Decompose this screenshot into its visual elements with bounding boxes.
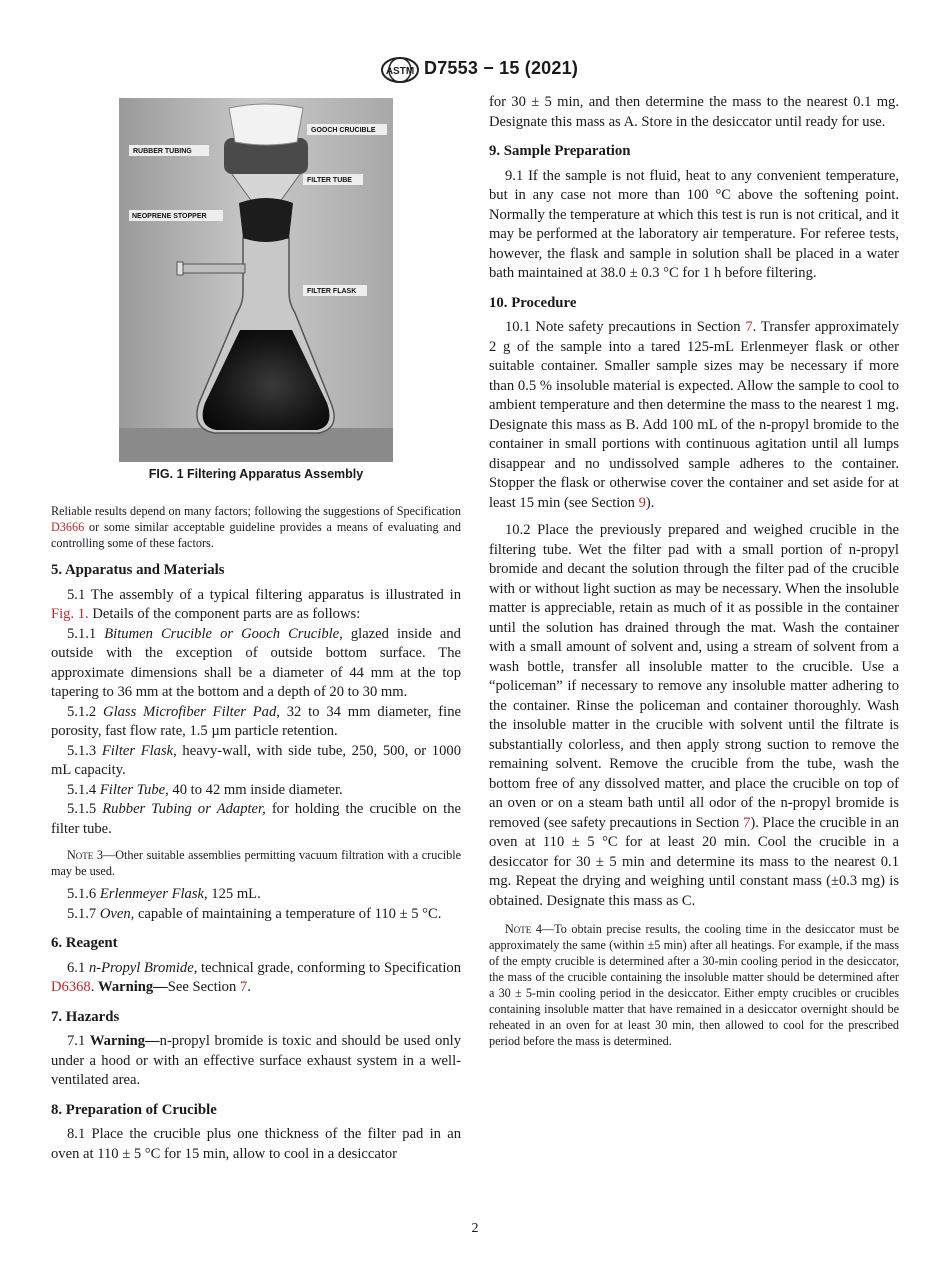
section-8-heading: 8. Preparation of Crucible (51, 1101, 217, 1118)
label-neoprene-stopper: NEOPRENE STOPPER (132, 213, 207, 220)
d3666-link[interactable]: D3666 (51, 520, 85, 534)
section-6-heading: 6. Reagent (51, 935, 118, 951)
page-header (0, 56, 950, 84)
page-number: 2 (471, 1221, 479, 1236)
left-column (51, 503, 461, 1164)
figure-caption: FIG. 1 Filtering Apparatus Assembly (148, 467, 364, 481)
para-5-1-2: 5.1.2 Glass Microfiber Filter Pad, 32 to 34 mm diameter, fine porosity, fast flow rate, 1.5 µm particle retention. (51, 703, 461, 739)
para-5-1-1: 5.1.1 Bitumen Crucible or Gooch Crucible, glazed inside and outside with the exception of outside bottom surface. The approximate dimensions shall be a diameter of 44 mm at the top tapering to 36 mm at the bottom and a depth of 20 to 30 mm. (51, 625, 461, 700)
para-6-1: 6.1 n-Propyl Bromide, technical grade, conforming to Specification D6368. Warning—See Section 7. (51, 959, 462, 995)
para-8-1: 8.1 Place the crucible plus one thickness of the filter pad in an oven at 110 ± 5 °C for 15 min, allow to cool in a desiccator (51, 1126, 461, 1162)
para-5-1: 5.1 The assembly of a typical filtering apparatus is illustrated in Fig. 1. Details of the component parts are as follows: (51, 586, 461, 622)
fig1-link[interactable]: Fig. 1. (51, 606, 89, 622)
section-10-heading: 10. Procedure (489, 294, 577, 311)
svg-text:ASTM: ASTM (385, 66, 415, 77)
label-filter-flask: FILTER FLASK (307, 288, 357, 295)
para-8-1-continued: for 30 ± 5 min, and then determine the mass to the nearest 0.1 mg. Designate this mass as A. Store in the desiccator until ready for use. (489, 94, 899, 130)
apparatus-photo (119, 98, 393, 462)
section-9-link[interactable]: 9 (638, 494, 646, 511)
section-7-link[interactable]: 7 (239, 979, 248, 995)
standard-designation: D7553 − 15 (2021) (424, 58, 579, 78)
section-5-heading: 5. Apparatus and Materials (51, 562, 225, 578)
section-9-heading: 9. Sample Preparation (489, 143, 631, 159)
para-5-1-6: 5.1.6 Erlenmeyer Flask, 125 mL. (67, 886, 261, 902)
section-7-link[interactable]: 7 (743, 814, 751, 831)
label-rubber-tubing: RUBBER TUBING (133, 148, 192, 155)
para-10-1: 10.1 Note safety precautions in Section 7. Transfer approximately 2 g of the sample into a tared 125-mL Erlenmeyer flask or other suitable container. Smaller sample sizes may be necessary if more than 0.5 % insoluble material is expected. Allow the sample to cool to ambient temperature and then determine the mass to the nearest 1 mg. Designate this mass as B. Add 100 mL of the n-propyl bromide to the container in small portions with continuous agitation until all lumps disappear and no undissolved sample adheres to the container. Stopper the flask or otherwise cover the container and set aside for at least 15 min (see Section 9). (489, 319, 899, 511)
para-7-1: 7.1 Warning—n-propyl bromide is toxic and should be used only under a hood or with an effective surface exhaust system in a well-ventilated area. (51, 1033, 462, 1088)
right-column (489, 93, 899, 1049)
note-4: Note 4—To obtain precise results, the cooling time in the desiccator must be approximately the same (within ±5 min) after all heatings. For example, if the mass of the empty crucible is determined after a 30-min cooling period in the desiccator, the mass of the crucible containing the insoluble matter should be determined after a 30 ± 5-min cooling period in the desiccator. Either empty crucibles or crucibles containing insoluble matter that have remained in a desiccator overnight should be reheated in an oven for at least 30 min, then allowed to cool for the prescribed period before the mass is determined. (489, 922, 899, 1048)
intro-paragraph: Reliable results depend on many factors; following the suggestions of Specification D3666 or some similar acceptable guideline provides a means of evaluating and controlling some of these factors. (51, 504, 461, 550)
para-5-1-7: 5.1.7 Oven, capable of maintaining a temperature of 110 ± 5 °C. (67, 905, 442, 922)
note-3: Note 3—Other suitable assemblies permitting vacuum filtration with a crucible may be used. (51, 848, 461, 878)
section-7-heading: 7. Hazards (51, 1008, 120, 1025)
label-gooch-crucible: GOOCH CRUCIBLE (311, 127, 376, 134)
para-9-1: 9.1 If the sample is not fluid, heat to any convenient temperature, but in any case not more than 100 °C above the softening point. Normally the temperature at which this test is run is not critical, and it may be performed at the laboratory air temperature. For referee tests, however, the flask and sample in solution shall be placed in a water bath maintained at 38.0 ± 0.3 °C for 1 h before filtering. (489, 167, 899, 281)
para-5-1-3: 5.1.3 Filter Flask, heavy-wall, with side tube, 250, 500, or 1000 mL capacity. (51, 742, 461, 778)
label-filter-tube: FILTER TUBE (307, 177, 352, 184)
para-5-1-4: 5.1.4 Filter Tube, 40 to 42 mm inside diameter. (67, 781, 343, 798)
d6368-link[interactable]: D6368 (51, 979, 91, 995)
section-7-link[interactable]: 7 (745, 319, 753, 335)
figure-filtering-apparatus (119, 98, 393, 462)
astm-logo-icon (380, 56, 420, 84)
para-5-1-5: 5.1.5 Rubber Tubing or Adapter, for holding the crucible on the filter tube. (51, 801, 462, 837)
para-10-2: 10.2 Place the previously prepared and weighed crucible in the filtering tube. Wet the filter pad with a small portion of n-propyl bromide and decant the solution through the filter pad of the crucible with or without light suction as may be necessary. When the insoluble matter is appreciable, retain as much of it as possible in the container until the solution has drained through the mat. Wash the container with a small amount of solvent and, using a stream of solvent from a wash bottle, transfer all insoluble matter to the crucible. Use a “policeman” if necessary to remove any insoluble matter adhering to the container. Rinse the policeman and container thoroughly. Wash the insoluble matter in the crucible with solvent until the filtrate is substantially colorless, and then apply strong suction to remove the remaining solvent. Remove the crucible from the tube, wash the bottom free of any dissolved matter, and place the crucible on top of an oven or on a steam bath until all odor of the n-propyl bromide is removed (see safety precautions in Section 7). Place the crucible in an oven at 110 ± 5 °C for at least 20 min. Cool the crucible in a desiccator for 30 ± 5 min and determine its mass to the nearest 0.1 mg. Repeat the drying and weighing until constant mass (±0.3 mg) is obtained. Designate this mass as C. (489, 522, 899, 909)
